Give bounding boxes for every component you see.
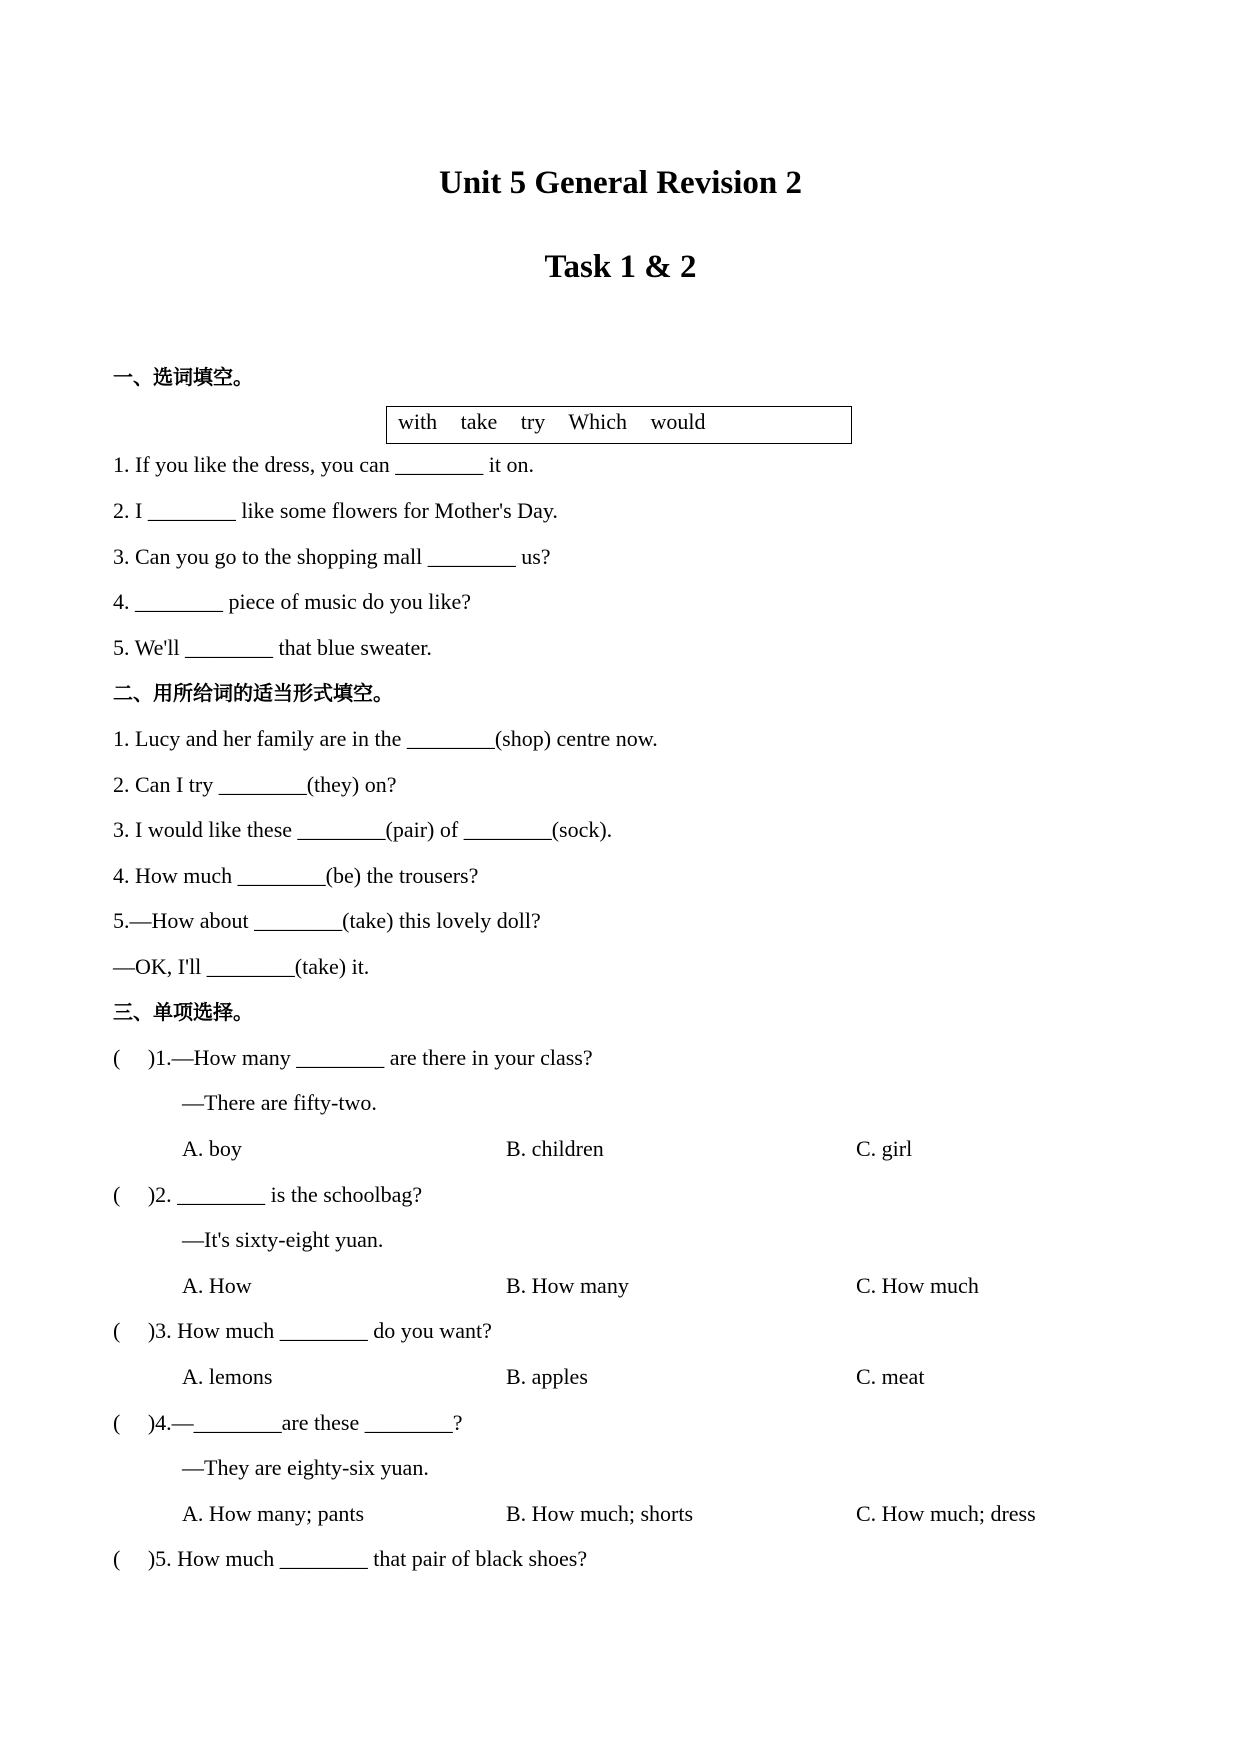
option-c: C. How much; dress <box>856 1501 1036 1526</box>
part2-question: 1. Lucy and her family are in the ________(shop) centre now. <box>113 726 658 751</box>
part2-question: 4. How much ________(be) the trousers? <box>113 863 479 888</box>
choice-question-stem: ( )3. How much ________ do you want? <box>113 1318 492 1343</box>
section-heading-part1: 一、选词填空。 <box>113 365 253 389</box>
section-heading-part3: 三、单项选择。 <box>113 1000 253 1024</box>
option-a: A. How <box>182 1273 252 1298</box>
choice-question-stem: ( )5. How much ________ that pair of black shoes? <box>113 1546 588 1571</box>
choice-question-reply: —They are eighty-six yuan. <box>182 1455 429 1480</box>
part1-question: 4. ________ piece of music do you like? <box>113 589 472 614</box>
part1-question: 2. I ________ like some flowers for Mother's Day. <box>113 498 558 523</box>
choice-question-stem: ( )2. ________ is the schoolbag? <box>113 1182 423 1207</box>
word-bank-item: Which <box>568 409 627 434</box>
option-b: B. apples <box>506 1364 588 1389</box>
word-bank-item: try <box>520 409 546 434</box>
option-b: B. children <box>506 1136 604 1161</box>
choice-question-reply: —It's sixty-eight yuan. <box>182 1227 384 1252</box>
section-heading-part2: 二、用所给词的适当形式填空。 <box>113 681 393 705</box>
part1-question: 1. If you like the dress, you can ________ it on. <box>113 452 534 477</box>
word-bank-item: with <box>398 409 438 434</box>
word-bank-item: take <box>460 409 498 434</box>
part2-question: 3. I would like these ________(pair) of ________(sock). <box>113 817 613 842</box>
part2-question: —OK, I'll ________(take) it. <box>113 954 370 979</box>
part2-question: 2. Can I try ________(they) on? <box>113 772 397 797</box>
option-b: B. How much; shorts <box>506 1501 693 1526</box>
part2-question: 5.—How about ________(take) this lovely doll? <box>113 908 541 933</box>
part1-question: 5. We'll ________ that blue sweater. <box>113 635 432 660</box>
option-a: A. lemons <box>182 1364 273 1389</box>
page-subtitle: Task 1 & 2 <box>544 249 697 285</box>
choice-question-stem: ( )1.—How many ________ are there in your class? <box>113 1045 593 1070</box>
option-c: C. meat <box>856 1364 925 1389</box>
option-b: B. How many <box>506 1273 629 1298</box>
choice-question-stem: ( )4.—________are these ________? <box>113 1410 463 1435</box>
option-c: C. girl <box>856 1136 913 1161</box>
option-a: A. How many; pants <box>182 1501 365 1526</box>
choice-question-reply: —There are fifty-two. <box>182 1090 377 1115</box>
option-c: C. How much <box>856 1273 979 1298</box>
page-title: Unit 5 General Revision 2 <box>439 165 802 201</box>
option-a: A. boy <box>182 1136 242 1161</box>
word-bank-item: would <box>650 409 706 434</box>
word-bank <box>386 406 852 444</box>
part1-question: 3. Can you go to the shopping mall ________ us? <box>113 544 551 569</box>
